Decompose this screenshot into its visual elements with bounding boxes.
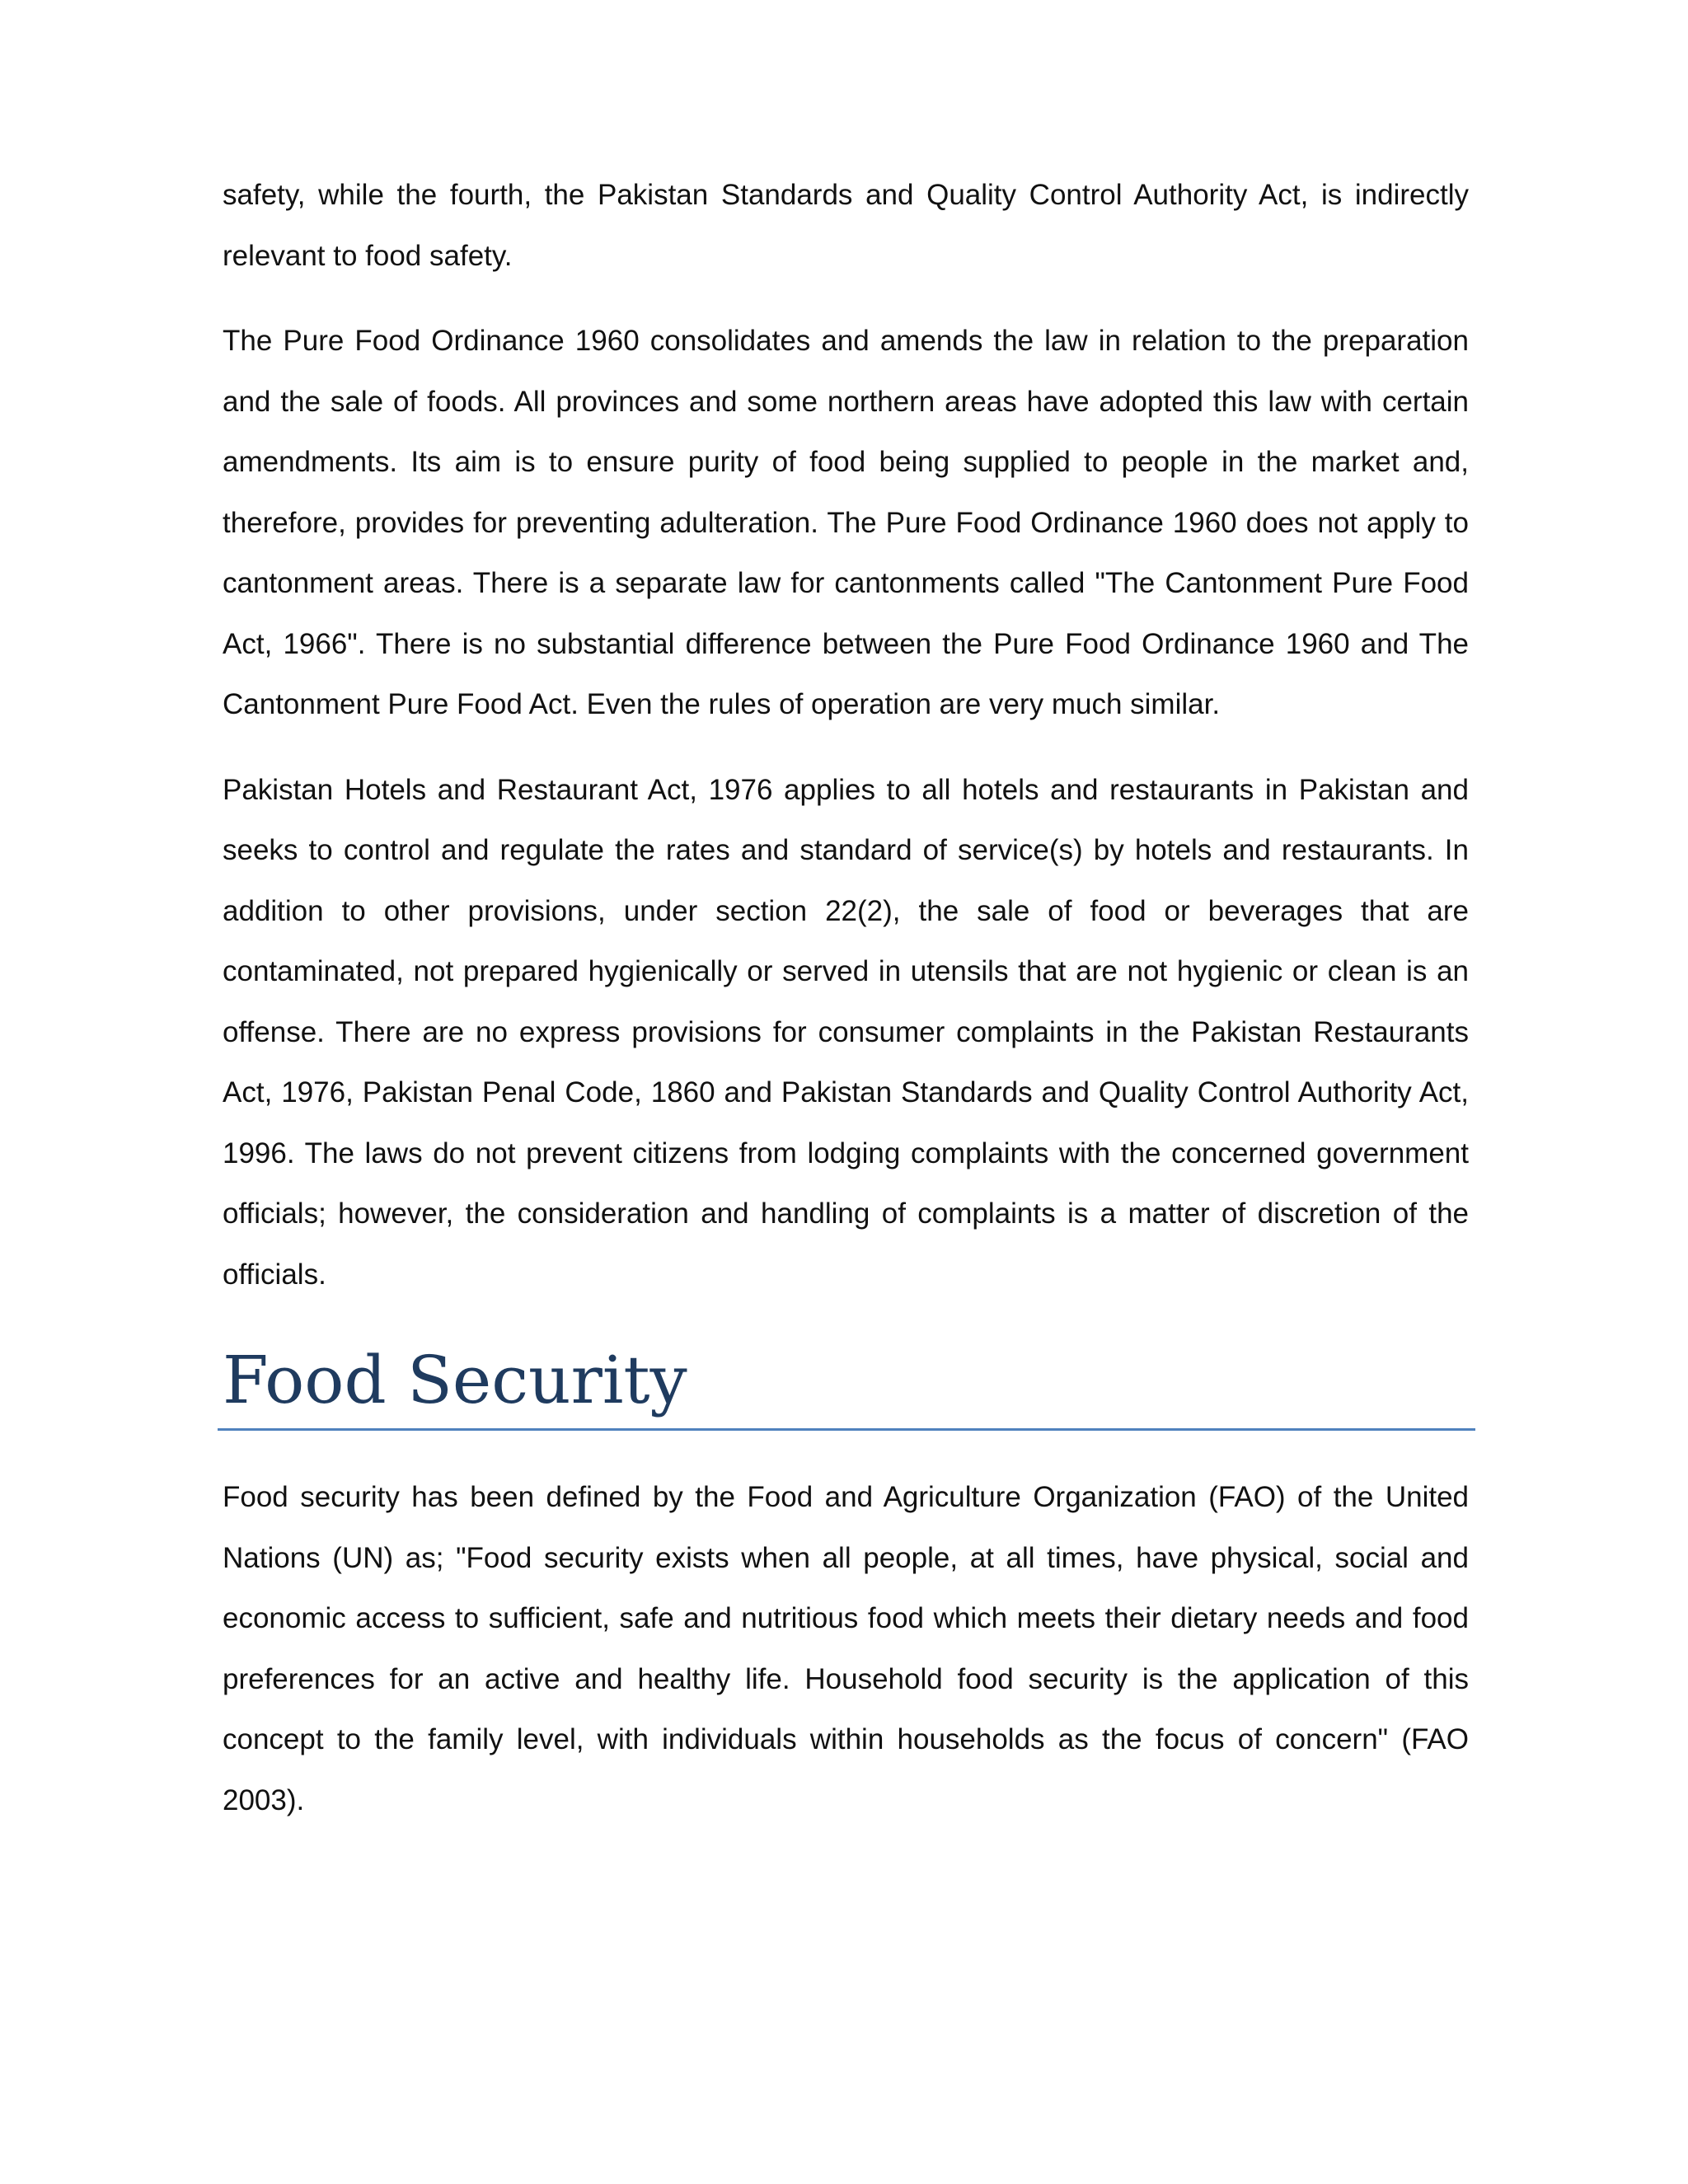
section-heading-food-security: Food Security [218, 1339, 1475, 1431]
paragraph-food-security-definition: Food security has been defined by the Food and Agriculture Organization (FAO) of the United Nations (UN) as; "Food security exists when all people, at all times, have physical, social and economic access to sufficient, safe and nutritious food which meets their dietary needs and food preferences for an active and healthy life. Household food security is the application of this concept to the family level, with individuals within households as the focus of concern" (FAO 2003). [223, 1481, 1469, 1816]
paragraph-pure-food-ordinance: The Pure Food Ordinance 1960 consolidates and amends the law in relation to the preparation and the sale of foods. All provinces and some northern areas have adopted this law with certain amendments. Its aim is to ensure purity of food being supplied to people in the market and, therefore, provides for preventing adulteration. The Pure Food Ordinance 1960 does not apply to cantonment areas. There is a separate law for cantonments called "The Cantonment Pure Food Act, 1966". There is no substantial difference between the Pure Food Ordinance 1960 and The Cantonment Pure Food Act. Even the rules of operation are very much similar. [223, 325, 1469, 720]
paragraph-hotels-restaurant-act: Pakistan Hotels and Restaurant Act, 1976 applies to all hotels and restaurants in Pakistan and seeks to control and regulate the rates and standard of service(s) by hotels and restaurants. In addition to other provisions, under section 22(2), the sale of food or beverages that are contaminated, not prepared hygienically or served in utensils that are not hygienic or clean is an offense. There are no express provisions for consumer complaints in the Pakistan Restaurants Act, 1976, Pakistan Penal Code, 1860 and Pakistan Standards and Quality Control Authority Act, 1996. The laws do not prevent citizens from lodging complaints with the concerned government officials; however, the consideration and handling of complaints is a matter of discretion of the officials. [223, 773, 1469, 1291]
paragraph-safety-acts: safety, while the fourth, the Pakistan Standards and Quality Control Authority Act, is indirectly relevant to food safety. [223, 179, 1469, 272]
document-page [223, 165, 1469, 1855]
